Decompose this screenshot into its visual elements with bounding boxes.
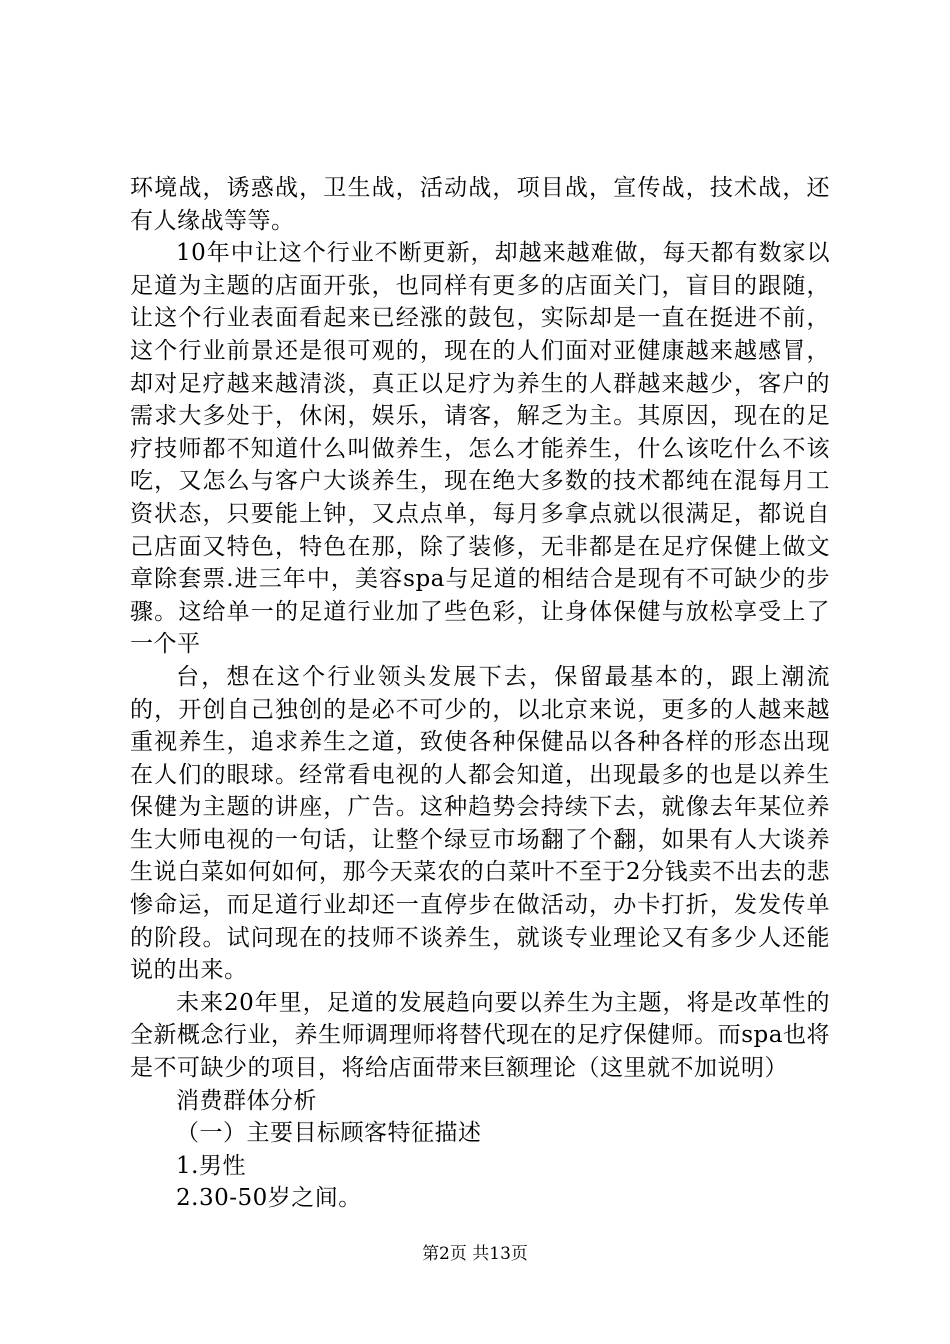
list-item: 1.男性	[176, 1152, 246, 1179]
page-indicator: 第2页 共13页	[422, 1244, 528, 1264]
paragraph: 未来20年里，足道的发展趋向要以养生为主题，将是改革性的全新概念行业，养生师调理师将替代现在的足疗保健师。而spa也将是不可缺少的项目，将给店面带来巨额理论（这里就不加说明）	[130, 989, 830, 1082]
paragraph: 台，想在这个行业领头发展下去，保留最基本的，跟上潮流的，开创自己独创的是必不可少的，以北京来说，更多的人越来越重视养生，追求养生之道，致使各种保健品以各种各样的形态出现在人们的眼球。经常看电视的人都会知道，出现最多的也是以养生保健为主题的讲座，广告。这种趋势会持续下去，就像去年某位养生大师电视的一句话，让整个绿豆市场翻了个翻，如果有人大谈养生说白菜如何如何，那今天菜农的白菜叶不至于2分钱卖不出去的悲惨命运，而足道行业却还一直停步在做活动，办卡打折，发发传单的阶段。试问现在的技师不谈养生，就谈专业理论又有多少人还能说的出来。	[130, 663, 830, 984]
section-title: 消费群体分析	[176, 1087, 317, 1114]
page-footer	[0, 1244, 950, 1264]
document-body	[130, 172, 830, 1215]
subsection-title: （一）主要目标顾客特征描述	[176, 1120, 482, 1147]
paragraph: 10年中让这个行业不断更新，却越来越难做，每天都有数家以足道为主题的店面开张，也同样有更多的店面关门，盲目的跟随，让这个行业表面看起来已经涨的鼓包，实际却是一直在挺进不前，这个行业前景还是很可观的，现在的人们面对亚健康越来越感冒，却对足疗越来越清淡，真正以足疗为养生的人群越来越少，客户的需求大多处于，休闲，娱乐，请客，解乏为主。其原因，现在的足疗技师都不知道什么叫做养生，怎么才能养生，什么该吃什么不该吃，又怎么与客户大谈养生，现在绝大多数的技术都纯在混每月工资状态，只要能上钟，又点点单，每月多拿点就以很满足，都说自己店面又特色，特色在那，除了装修，无非都是在足疗保健上做文章除套票.进三年中，美容spa与足道的相结合是现有不可缺少的步骤。这给单一的足道行业加了些色彩，让身体保健与放松享受上了一个平	[130, 240, 830, 658]
list-item: 2.30-50岁之间。	[176, 1185, 362, 1212]
paragraph: 环境战，诱惑战，卫生战，活动战，项目战，宣传战，技术战，还有人缘战等等。	[130, 175, 830, 234]
